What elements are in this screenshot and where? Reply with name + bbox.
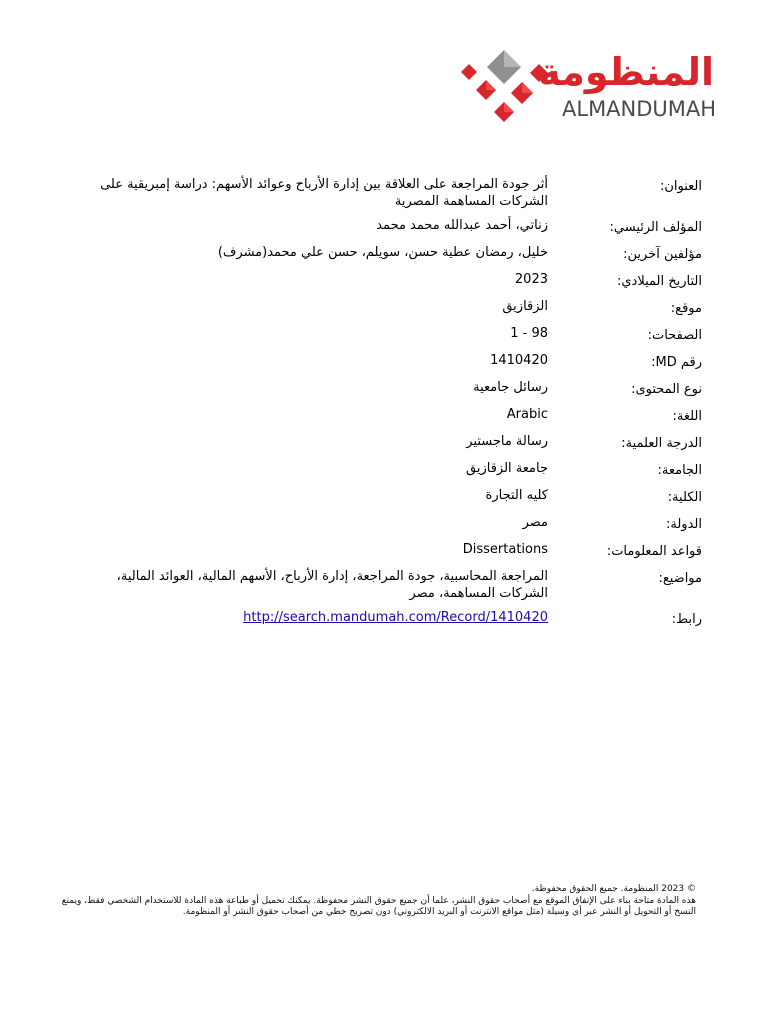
field-value: جامعة الزقازيق	[466, 461, 548, 476]
field-label: مؤلفين آخرين:	[623, 247, 702, 262]
field-label: موقع:	[670, 301, 702, 316]
field-label: الكلية:	[667, 490, 702, 505]
field-label: رقم MD:	[651, 355, 702, 370]
field-date	[60, 271, 702, 291]
field-label: الصفحات:	[647, 328, 702, 343]
field-value: Arabic	[506, 407, 548, 422]
field-label: نوع المحتوى:	[631, 382, 702, 397]
record-metadata	[60, 176, 702, 636]
field-md-number	[60, 352, 702, 372]
field-value: رسالة ماجستير	[466, 434, 548, 449]
field-value: 1410420	[490, 353, 548, 368]
field-value: أثر جودة المراجعة على العلاقة بين إدارة الأرباح وعوائد الأسهم: دراسة إمبريقية على الشركات المساهمة المصرية	[100, 177, 548, 209]
field-label: مواضيع:	[658, 571, 702, 586]
field-value: مصر	[522, 515, 548, 530]
field-label: رابط:	[671, 612, 702, 627]
field-value: رسائل جامعية	[473, 380, 548, 395]
field-label: الجامعة:	[657, 463, 702, 478]
field-value: كليه التجارة	[485, 488, 548, 503]
field-value: الزقازيق	[502, 299, 548, 314]
field-value: 2023	[514, 272, 548, 287]
field-degree	[60, 433, 702, 453]
field-label: الدولة:	[666, 517, 702, 532]
field-main-author	[60, 217, 702, 237]
copyright-line: © 2023 المنظومة. جميع الحقوق محفوظة.	[531, 884, 696, 894]
field-label: العنوان:	[659, 179, 702, 194]
field-country	[60, 514, 702, 534]
field-content-type	[60, 379, 702, 399]
field-label: المؤلف الرئيسي:	[609, 220, 702, 235]
field-location	[60, 298, 702, 318]
field-value: زناتي، أحمد عبدالله محمد محمد	[376, 218, 548, 233]
record-link[interactable]: http://search.mandumah.com/Record/1410420	[243, 610, 548, 625]
field-value: 1 - 98	[510, 326, 548, 341]
field-value	[78, 609, 548, 626]
field-title	[60, 176, 702, 210]
field-databases	[60, 541, 702, 561]
field-faculty	[60, 487, 702, 507]
field-subjects	[60, 568, 702, 602]
field-other-authors	[60, 244, 702, 264]
field-value: خليل، رمضان عطية حسن، سويلم، حسن علي محمد(مشرف)	[217, 245, 548, 260]
field-label: اللغة:	[672, 409, 702, 424]
almandumah-logo	[456, 46, 718, 132]
field-value: المراجعة المحاسبية، جودة المراجعة، إدارة الأرباح، الأسهم المالية، العوائد المالية، الشركات المساهمة، مصر	[116, 569, 548, 601]
field-label: قواعد المعلومات:	[606, 544, 702, 559]
field-label: الدرجة العلمية:	[621, 436, 702, 451]
logo-latin-wordmark: ALMANDUMAH	[562, 97, 717, 121]
field-link	[60, 609, 702, 629]
field-language	[60, 406, 702, 426]
field-label: التاريخ الميلادي:	[617, 274, 702, 289]
copyright-notice: هذه المادة متاحة بناء على الإتفاق الموقع مع أصحاب حقوق النشر، علما أن جميع حقوق النشر محفوظة. يمكنك تحميل أو طباعة هذه المادة للاستخدام الشخصي فقط، ويمنع النسخ أو التحويل أو النشر عبر أي وسيلة (مثل مواقع الانترنت أو البريد الالكتروني) دون تصريح خطي من أصحاب حقوق النشر أو المنظومة.	[61, 895, 696, 917]
field-pages	[60, 325, 702, 345]
field-value: Dissertations	[462, 542, 548, 557]
field-university	[60, 460, 702, 480]
logo-arabic-wordmark: المنظومة	[538, 50, 714, 94]
copyright-footer	[52, 884, 696, 919]
